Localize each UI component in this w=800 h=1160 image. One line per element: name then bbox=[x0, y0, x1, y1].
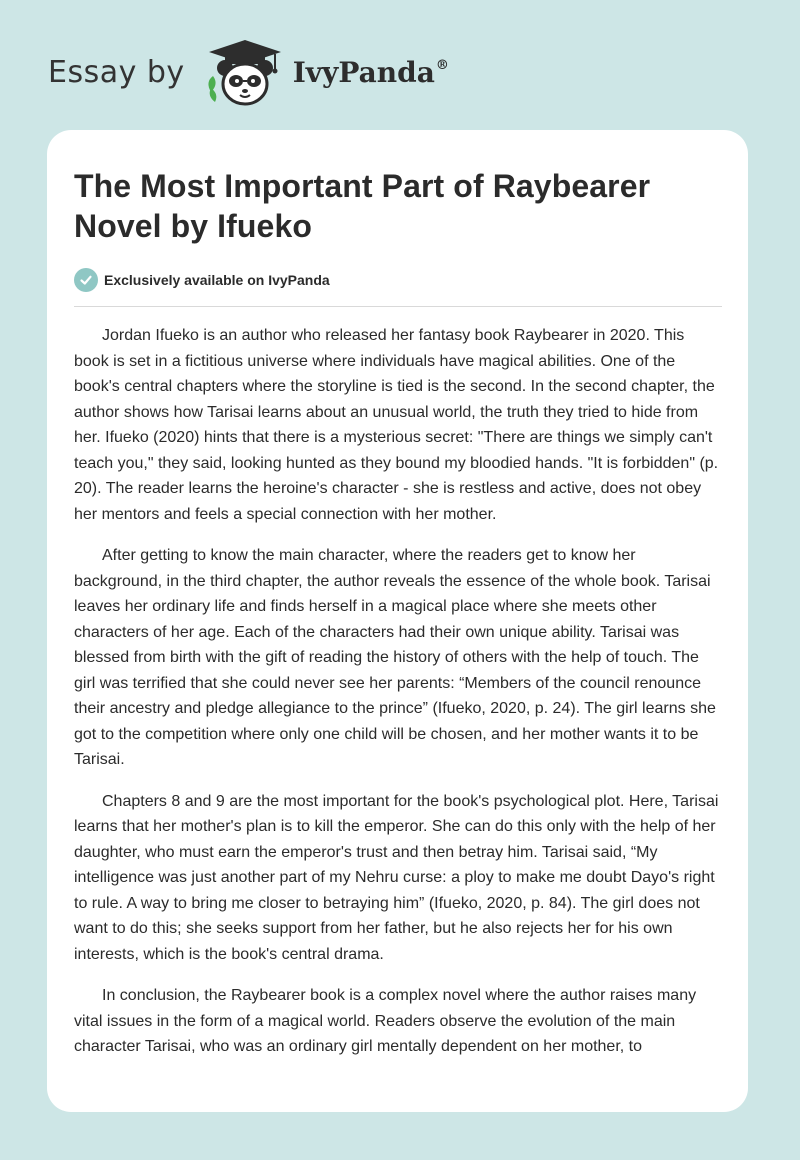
essay-by-label: Essay by bbox=[48, 54, 185, 90]
paragraph: In conclusion, the Raybearer book is a complex novel where the author raises many vital issues in the form of a magical world. Readers observe the evolution of the main character Tarisai, who was an ordinary girl mentally dependent on her mother, to bbox=[74, 987, 697, 1055]
essay-body bbox=[74, 323, 722, 1060]
site-header bbox=[48, 36, 449, 108]
paragraph: After getting to know the main character, where the readers get to know her background, in the third chapter, the author reveals the essence of the whole book. Tarisai leaves her ordinary life and finds herself in a magical place where she meets other characters of her age. Each of the characters had their own unique ability. Tarisai was blessed from birth with the gift of reading the history of others with the help of touch. The girl was terrified that she could never see her parents: “Members of the council renounce their ancestry and pledge allegiance to the prince” (Ifueko, 2020, p. 24). The girl learns she got to the competition where only one child will be chosen, and her mother wants it to be Tarisai. bbox=[74, 547, 716, 768]
exclusive-label: Exclusively available on IvyPanda bbox=[104, 272, 330, 288]
paragraph: Chapters 8 and 9 are the most important for the book's psychological plot. Here, Tarisai learns that her mother's plan is to kill the emperor. She can do this only with the help of her daughter, who must earn the emperor's trust and then betray him. Tarisai said, “My intelligence was just another part of my Nehru curse: a ploy to make me doubt Dayo's right to rule. A way to bring me closer to betraying him” (Ifueko, 2020, p. 84). The girl does not want to do this; she seeks support from her father, but he also rejects her for his own interests, which is the book's central drama. bbox=[74, 792, 719, 963]
check-icon bbox=[74, 268, 98, 292]
brand-text: IvyPanda bbox=[292, 55, 435, 89]
page-title: The Most Important Part of Raybearer Novel by Ifueko bbox=[74, 168, 651, 244]
panda-logo-icon[interactable] bbox=[203, 36, 287, 108]
brand-name[interactable] bbox=[293, 56, 449, 89]
exclusive-badge bbox=[74, 268, 722, 307]
paragraph: Jordan Ifueko is an author who released her fantasy book Raybearer in 2020. This book is set in a fictitious universe where individuals have magical abilities. One of the book's central chapters where the storyline is tied is the second. In the second chapter, the author shows how Tarisai learns about an unusual world, the truth they tried to hide from her. Ifueko (2020) hints that there is a mysterious secret: "There are things we simply can't teach you," they said, looking hunted as they bound my bloodied hands. "It is forbidden" (p. 20). The reader learns the heroine's character - she is restless and active, does not obey her mentors and feels a special connection with her mother. bbox=[74, 327, 719, 523]
registered-mark: ® bbox=[435, 57, 449, 73]
essay-card bbox=[47, 130, 748, 1112]
